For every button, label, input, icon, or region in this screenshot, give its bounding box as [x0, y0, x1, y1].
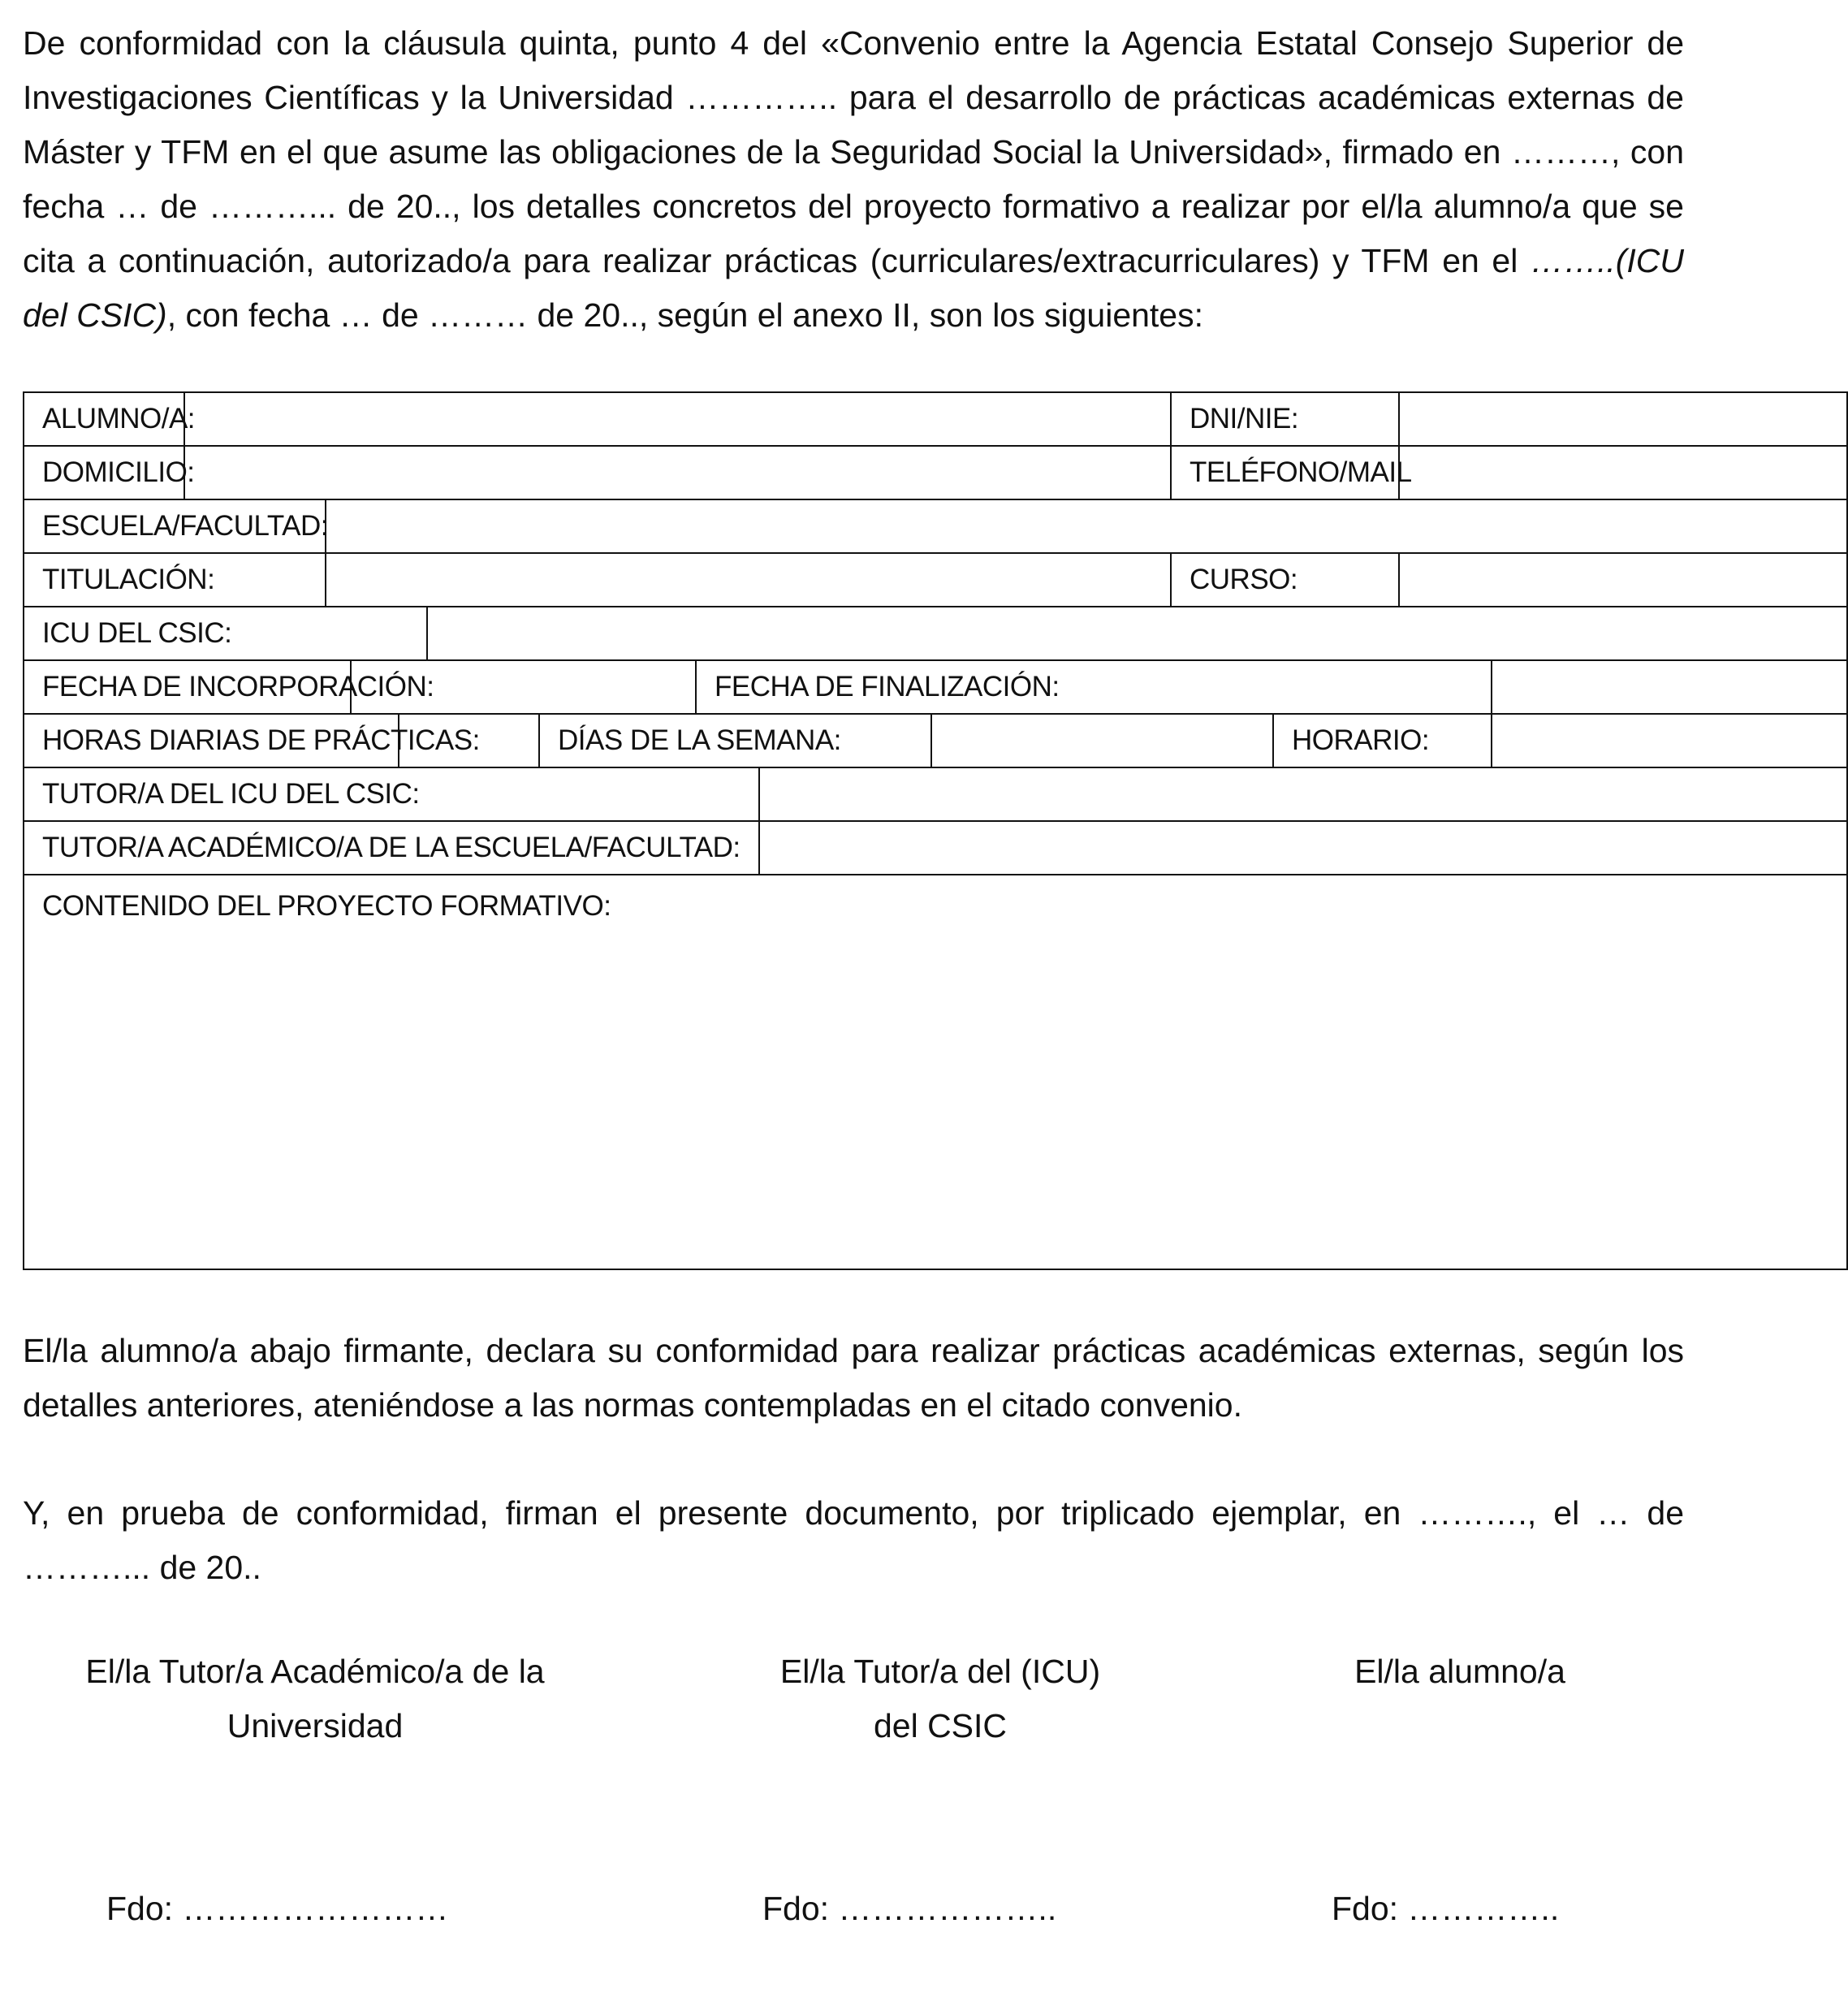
form-row [24, 767, 1847, 821]
telefono-label: TELÉFONO/MAIL [1190, 456, 1412, 488]
label-cell [24, 392, 196, 446]
label-cell [1171, 392, 1399, 446]
fecha-inc-label: FECHA DE INCORPORACIÓN: [42, 671, 434, 702]
horario-field[interactable] [1492, 714, 1847, 767]
curso-field[interactable] [1399, 553, 1847, 607]
label-cell [1171, 446, 1412, 499]
intro-text-a: De conformidad con la cláusula quinta, punto 4 del «Convenio entre la Agencia Estatal Consejo Superior de Investigaciones Científicas y la Universidad ………….. para el desarrollo de prácticas académicas externas de Máster y TFM en el que asume las obligaciones de la Seguridad Social la Universidad», firmado en ………, con fecha … de ………... de 20.., los detalles concretos del proyecto formativo a realizar por el/la alumno/a que se cita a continuación, autorizado/a para realizar prácticas (curriculares/extracurriculares) y TFM en el [23, 24, 1684, 279]
alumno-label: ALUMNO/A: [42, 403, 196, 434]
tutor-icu-field[interactable] [759, 767, 1847, 821]
titulacion-field[interactable] [326, 553, 1171, 607]
intro-paragraph [23, 16, 1684, 343]
label-cell [24, 767, 759, 821]
curso-label: CURSO: [1190, 564, 1298, 595]
alumno-field[interactable] [184, 392, 1171, 446]
label-cell [539, 714, 931, 767]
dni-label: DNI/NIE: [1190, 403, 1299, 434]
domicilio-label: DOMICILIO: [42, 456, 195, 488]
form-row [24, 392, 1847, 446]
dias-label: DÍAS DE LA SEMANA: [558, 724, 841, 756]
form-row [24, 499, 1847, 553]
label-cell [696, 660, 1492, 714]
horario-label: HORARIO: [1292, 724, 1430, 756]
label-cell [24, 446, 195, 499]
label-cell [24, 714, 480, 767]
tutor-acad-label: TUTOR/A ACADÉMICO/A DE LA ESCUELA/FACULTAD: [42, 832, 740, 863]
signature-title: El/la Tutor/a Académico/a de la [85, 1653, 545, 1690]
form-row [24, 714, 1847, 767]
tutor-acad-field[interactable] [759, 821, 1847, 875]
intro-text-b: , con fecha … de ……… de 20.., según el anexo II, son los siguientes: [166, 296, 1204, 334]
signature-line-academic-tutor[interactable]: Fdo: …………………… [106, 1890, 449, 1927]
signature-block-student [1273, 1645, 1647, 1699]
horas-label: HORAS DIARIAS DE PRÁCTICAS: [42, 724, 480, 756]
fecha-fin-field[interactable] [1492, 660, 1847, 714]
fecha-fin-label: FECHA DE FINALIZACIÓN: [715, 671, 1060, 702]
titulacion-label: TITULACIÓN: [42, 564, 215, 595]
signature-title: El/la Tutor/a del (ICU) [779, 1653, 1101, 1690]
contenido-label: CONTENIDO DEL PROYECTO FORMATIVO: [42, 890, 611, 922]
form-row [24, 821, 1847, 875]
tutor-icu-label: TUTOR/A DEL ICU DEL CSIC: [42, 778, 420, 810]
domicilio-field[interactable] [184, 446, 1171, 499]
label-cell [24, 553, 326, 607]
contenido-field[interactable] [24, 875, 1847, 1269]
icu-field[interactable] [427, 607, 1847, 660]
form-row [24, 607, 1847, 660]
signature-title: El/la alumno/a [1354, 1653, 1565, 1690]
label-cell [24, 660, 434, 714]
signature-block-academic-tutor [55, 1645, 575, 1753]
form-row [24, 553, 1847, 607]
label-cell [24, 821, 759, 875]
signature-line-icu-tutor[interactable]: Fdo: ……………….. [762, 1890, 1057, 1927]
intro-text-italic: ……..(ICU del CSIC) [23, 242, 1684, 334]
telefono-field[interactable] [1399, 446, 1847, 499]
label-cell [1273, 714, 1492, 767]
signature-title: del CSIC [873, 1707, 1008, 1744]
dni-field[interactable] [1399, 392, 1847, 446]
label-cell [1171, 553, 1399, 607]
escuela-field[interactable] [326, 499, 1847, 553]
dias-field[interactable] [931, 714, 1273, 767]
declaration-paragraph: El/la alumno/a abajo firmante, declara su conformidad para realizar prácticas académicas externas, según los detalles anteriores, ateniéndose a las normas contempladas en el citado convenio. [23, 1332, 1684, 1424]
form-row [24, 875, 1847, 1269]
label-cell [24, 607, 427, 660]
signature-title: Universidad [227, 1707, 404, 1744]
signature-block-icu-tutor [713, 1645, 1168, 1753]
signature-line-student[interactable]: Fdo: ………….. [1332, 1890, 1560, 1927]
label-cell [24, 499, 326, 553]
proof-paragraph: Y, en prueba de conformidad, firman el presente documento, por triplicado ejemplar, en ………., el … de ………... de 20.. [23, 1494, 1684, 1586]
form-row [24, 446, 1847, 499]
student-data-form [23, 391, 1848, 1270]
form-row [24, 660, 1847, 714]
icu-label: ICU DEL CSIC: [42, 617, 232, 649]
escuela-label: ESCUELA/FACULTAD: [42, 510, 328, 542]
